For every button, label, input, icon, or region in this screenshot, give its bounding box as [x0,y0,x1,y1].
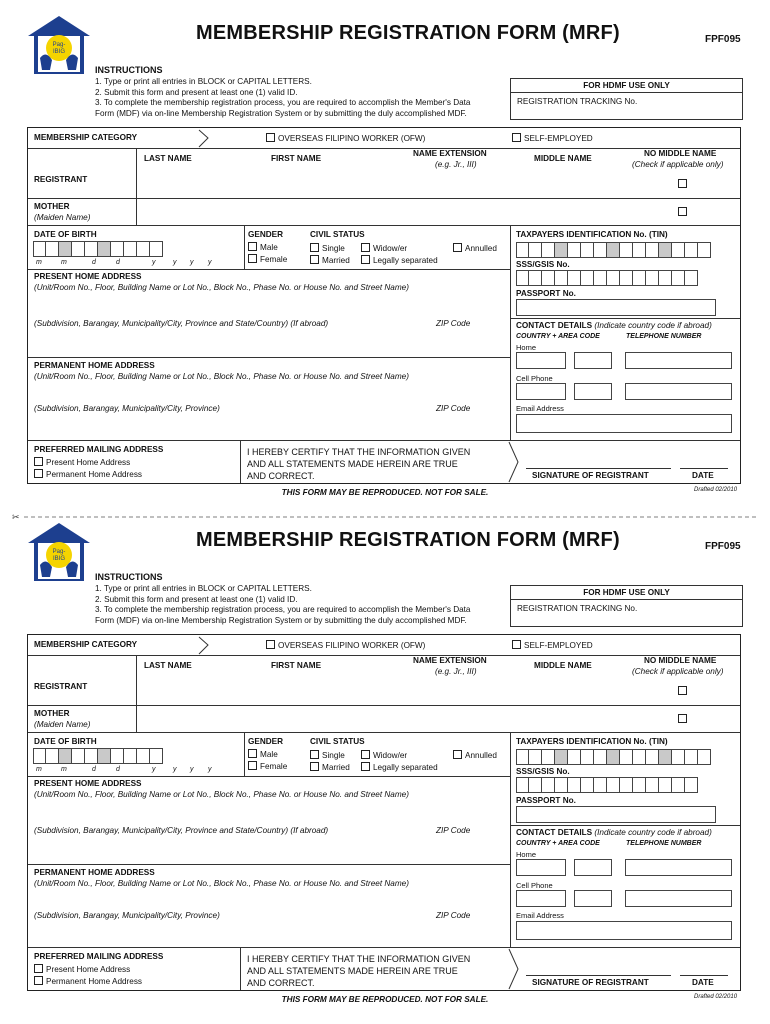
cell-area-code-2[interactable] [574,890,612,907]
svg-text:IBIG: IBIG [52,49,66,55]
widow-checkbox[interactable]: Widow/er [361,243,407,253]
instructions-heading: INSTRUCTIONS [95,572,163,582]
signature-line[interactable]: SIGNATURE OF REGISTRANT [532,978,649,987]
mother-no-middle-checkbox[interactable] [678,714,690,724]
drafted-date: Drafted 02/2010 [694,994,738,1000]
mailing-present-checkbox[interactable]: Present Home Address [34,964,130,974]
cell-area-code[interactable] [516,383,566,400]
married-checkbox[interactable]: Married [310,762,350,772]
scissors-cut-line [12,512,758,522]
self-employed-checkbox[interactable]: SELF-EMPLOYED [512,133,593,143]
widow-checkbox[interactable]: Widow/er [361,750,407,760]
registration-grid: MEMBERSHIP CATEGORY OVERSEAS FILIPINO WORKER (OFW) SELF-EMPLOYED LAST NAME FIRST NAME NAME EXTENSION (e.g. Jr., III) MIDDLE NAME NO MIDDLE NAME (Check if applicable only) REGISTRANT MOTHER (Maiden Name) DATE OF BIRTH m m d d y y y y GENDER Male Female CIVIL STATUS Single Widow/er Annulled Married Legally separated TAXPAYERS IDENTIFICATION No. (TIN) SSS/GSIS No. PASSPORT No. PRESENT HOME ADDRESS (Unit/Room No., Floor, Building Name or Lot No., Block No., Phase No. or House No. and Street Name) (Subdivision, Barangay, Municipality/City, Province and State/Country) (If abroad) ZIP Code CONTACT DETAILS (Indicate country code if abroad) COUNTRY + AREA CODE TELEPHONE NUMBER Home Cell Phone Email Address PERMANENT HOME ADDRESS (Unit/Room No., Floor, Building Name or Lot No., Block No., Phase No. or House No. and Street Name) (Subdivision, Barangay, Municipality/City, Province) ZIP Code PREFERRED MAILING ADDRESS Present Home Address Permanent Home Address I HEREBY CERTIFY THAT THE INFORMATION GIVEN AND ALL STATEMENTS MADE HEREIN ARE TRUE AND CORRECT. SIGNATURE OF REGISTRANT DATE [27,634,741,991]
dob-boxes[interactable] [33,241,163,257]
mrf-form [0,0,770,505]
pag-ibig-logo [26,14,92,76]
annulled-checkbox[interactable]: Annulled [453,243,497,253]
pag-ibig-logo [26,521,92,583]
cell-area-code-2[interactable] [574,383,612,400]
email-field[interactable] [516,414,732,433]
home-area-code[interactable] [516,859,566,876]
passport-field[interactable] [516,299,716,316]
drafted-date: Drafted 02/2010 [694,487,738,493]
svg-text:IBIG: IBIG [52,556,66,562]
tracking-number-field[interactable]: REGISTRATION TRACKING No. [517,97,638,106]
passport-field[interactable] [516,806,716,823]
self-employed-checkbox[interactable]: SELF-EMPLOYED [512,640,593,650]
svg-text:Pag-: Pag- [52,42,66,48]
home-area-code-2[interactable] [574,859,612,876]
tin-boxes[interactable] [516,242,711,258]
registration-grid: MEMBERSHIP CATEGORY OVERSEAS FILIPINO WORKER (OFW) SELF-EMPLOYED LAST NAME FIRST NAME NAME EXTENSION (e.g. Jr., III) MIDDLE NAME NO MIDDLE NAME (Check if applicable only) REGISTRANT MOTHER (Maiden Name) DATE OF BIRTH m m d d y y y y GENDER Male Female CIVIL STATUS Single Widow/er Annulled Married Legally separated TAXPAYERS IDENTIFICATION No. (TIN) SSS/GSIS No. PASSPORT No. PRESENT HOME ADDRESS (Unit/Room No., Floor, Building Name or Lot No., Block No., Phase No. or House No. and Street Name) (Subdivision, Barangay, Municipality/City, Province and State/Country) (If abroad) ZIP Code CONTACT DETAILS (Indicate country code if abroad) COUNTRY + AREA CODE TELEPHONE NUMBER Home Cell Phone Email Address PERMANENT HOME ADDRESS (Unit/Room No., Floor, Building Name or Lot No., Block No., Phase No. or House No. and Street Name) (Subdivision, Barangay, Municipality/City, Province) ZIP Code PREFERRED MAILING ADDRESS Present Home Address Permanent Home Address I HEREBY CERTIFY THAT THE INFORMATION GIVEN AND ALL STATEMENTS MADE HEREIN ARE TRUE AND CORRECT. SIGNATURE OF REGISTRANT DATE [27,127,741,484]
instructions-heading: INSTRUCTIONS [95,65,163,75]
annulled-checkbox[interactable]: Annulled [453,750,497,760]
mailing-permanent-checkbox[interactable]: Permanent Home Address [34,976,142,986]
mrf-form [0,507,770,1012]
hdmf-use-box: FOR HDMF USE ONLY REGISTRATION TRACKING No. [510,78,743,120]
male-checkbox[interactable]: Male [248,749,278,759]
signature-line[interactable]: SIGNATURE OF REGISTRANT [532,471,649,480]
mailing-permanent-checkbox[interactable]: Permanent Home Address [34,469,142,479]
reproduce-notice: THIS FORM MAY BE REPRODUCED. NOT FOR SALE. [281,488,489,497]
form-title: MEMBERSHIP REGISTRATION FORM (MRF) [196,529,620,551]
ofw-checkbox[interactable]: OVERSEAS FILIPINO WORKER (OFW) [266,133,425,143]
home-phone-field[interactable] [625,352,732,369]
single-checkbox[interactable]: Single [310,750,345,760]
cell-phone-field[interactable] [625,383,732,400]
arrow-icon [198,636,210,655]
home-area-code[interactable] [516,352,566,369]
arrow-icon [508,948,520,990]
tracking-number-field[interactable]: REGISTRATION TRACKING No. [517,604,638,613]
home-phone-field[interactable] [625,859,732,876]
dob-boxes[interactable] [33,748,163,764]
tin-boxes[interactable] [516,749,711,765]
married-checkbox[interactable]: Married [310,255,350,265]
legally-separated-checkbox[interactable]: Legally separated [361,255,438,265]
svg-text:✂: ✂ [12,513,20,522]
legally-separated-checkbox[interactable]: Legally separated [361,762,438,772]
date-line[interactable]: DATE [692,978,714,987]
sss-boxes[interactable] [516,777,698,793]
single-checkbox[interactable]: Single [310,243,345,253]
instructions-list: 1. Type or print all entries in BLOCK or CAPITAL LETTERS. 2. Submit this form and present at least one (1) valid ID. 3. To complete the membership registration process, you are required to accomplish the Member's Data Form (MDF) via on-line Membership Registration System or by submitting the duly accomplished MDF. [95,77,471,118]
sss-boxes[interactable] [516,270,698,286]
svg-text:Pag-: Pag- [52,549,66,555]
date-line[interactable]: DATE [692,471,714,480]
email-field[interactable] [516,921,732,940]
male-checkbox[interactable]: Male [248,242,278,252]
hdmf-use-box: FOR HDMF USE ONLY REGISTRATION TRACKING No. [510,585,743,627]
mother-no-middle-checkbox[interactable] [678,207,690,217]
arrow-icon [508,441,520,483]
form-code: FPF095 [705,541,741,552]
form-title: MEMBERSHIP REGISTRATION FORM (MRF) [196,22,620,44]
mailing-present-checkbox[interactable]: Present Home Address [34,457,130,467]
reproduce-notice: THIS FORM MAY BE REPRODUCED. NOT FOR SALE. [281,995,489,1004]
ofw-checkbox[interactable]: OVERSEAS FILIPINO WORKER (OFW) [266,640,425,650]
cell-phone-field[interactable] [625,890,732,907]
registrant-no-middle-checkbox[interactable] [678,686,690,696]
female-checkbox[interactable]: Female [248,254,287,264]
instructions-list: 1. Type or print all entries in BLOCK or CAPITAL LETTERS. 2. Submit this form and present at least one (1) valid ID. 3. To complete the membership registration process, you are required to accomplish the Member's Data Form (MDF) via on-line Membership Registration System or by submitting the duly accomplished MDF. [95,584,471,625]
arrow-icon [198,129,210,148]
registrant-no-middle-checkbox[interactable] [678,179,690,189]
form-code: FPF095 [705,34,741,45]
home-area-code-2[interactable] [574,352,612,369]
female-checkbox[interactable]: Female [248,761,287,771]
cell-area-code[interactable] [516,890,566,907]
